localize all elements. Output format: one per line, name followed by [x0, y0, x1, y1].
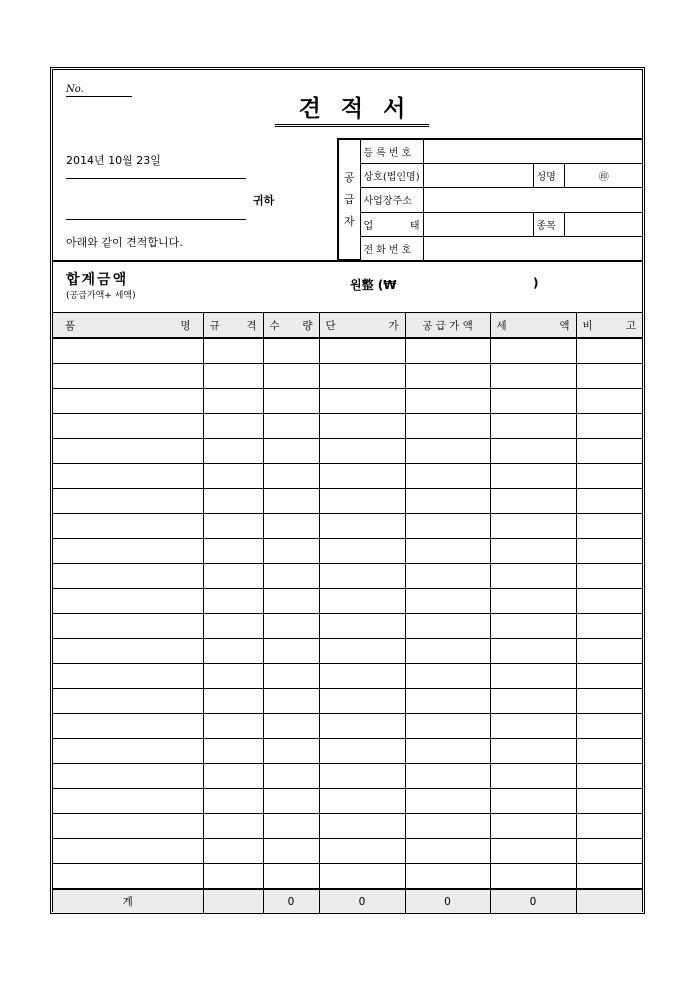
address-label: 사업장주소: [360, 188, 423, 212]
footer-quantity-total: 0: [263, 889, 319, 913]
cell-supply-amount[interactable]: [405, 489, 490, 514]
cell-unit-price[interactable]: [319, 539, 405, 564]
cell-tax[interactable]: [490, 639, 576, 664]
quotation-header: [53, 70, 642, 262]
recipient-line-2: [66, 219, 246, 220]
cell-item-name[interactable]: [53, 338, 203, 364]
address-field[interactable]: [423, 188, 643, 212]
footer-supply-amount-total: 0: [405, 889, 490, 913]
cell-supply-amount[interactable]: [405, 589, 490, 614]
cell-item-name[interactable]: [53, 714, 203, 739]
cell-supply-amount[interactable]: [405, 614, 490, 639]
cell-item-name[interactable]: [53, 414, 203, 439]
cell-quantity[interactable]: [263, 714, 319, 739]
table-row: [53, 764, 642, 789]
cell-quantity[interactable]: [263, 614, 319, 639]
cell-supply-amount[interactable]: [405, 364, 490, 389]
cell-supply-amount[interactable]: [405, 864, 490, 890]
document-number-label: No.: [66, 84, 132, 97]
cell-supply-amount[interactable]: [405, 439, 490, 464]
items-table: [53, 312, 642, 913]
cell-note[interactable]: [576, 439, 642, 464]
cell-spec[interactable]: [203, 864, 263, 890]
column-header-spec: 규 격: [203, 313, 263, 339]
cell-item-name[interactable]: [53, 564, 203, 589]
cell-tax[interactable]: [490, 839, 576, 864]
cell-spec[interactable]: [203, 539, 263, 564]
footer-spec-cell: [203, 889, 263, 913]
cell-unit-price[interactable]: [319, 664, 405, 689]
cell-unit-price[interactable]: [319, 464, 405, 489]
cell-item-name[interactable]: [53, 864, 203, 890]
registration-number-field[interactable]: [423, 139, 643, 164]
cell-tax[interactable]: [490, 739, 576, 764]
cell-tax[interactable]: [490, 439, 576, 464]
cell-quantity[interactable]: [263, 839, 319, 864]
cell-quantity[interactable]: [263, 789, 319, 814]
cell-supply-amount[interactable]: [405, 789, 490, 814]
cell-item-name[interactable]: [53, 489, 203, 514]
cell-spec[interactable]: [203, 614, 263, 639]
cell-spec[interactable]: [203, 789, 263, 814]
cell-tax[interactable]: [490, 464, 576, 489]
cell-item-name[interactable]: [53, 514, 203, 539]
cell-supply-amount[interactable]: [405, 814, 490, 839]
table-row: [53, 839, 642, 864]
column-header-supply-amount: 공 급 가 액: [405, 313, 490, 339]
cell-spec[interactable]: [203, 439, 263, 464]
cell-quantity[interactable]: [263, 464, 319, 489]
table-row: [53, 539, 642, 564]
cell-item-name[interactable]: [53, 814, 203, 839]
cell-quantity[interactable]: [263, 364, 319, 389]
table-row: [53, 614, 642, 639]
cell-spec[interactable]: [203, 364, 263, 389]
footer-tax-total: 0: [490, 889, 576, 913]
company-name-label: 상호(법인명): [360, 164, 423, 188]
cell-note[interactable]: [576, 714, 642, 739]
column-header-item-name: 품 명: [53, 313, 203, 339]
cell-unit-price[interactable]: [319, 389, 405, 414]
cell-item-name[interactable]: [53, 764, 203, 789]
seal-mark: ㊞: [564, 164, 643, 188]
cell-supply-amount[interactable]: [405, 639, 490, 664]
cell-note[interactable]: [576, 489, 642, 514]
footer-total-label: 계: [53, 889, 203, 913]
business-type-label: 업 태: [360, 212, 423, 236]
cell-quantity[interactable]: [263, 414, 319, 439]
cell-supply-amount[interactable]: [405, 664, 490, 689]
table-row: [53, 414, 642, 439]
cell-supply-amount[interactable]: [405, 839, 490, 864]
table-row: [53, 739, 642, 764]
cell-note[interactable]: [576, 764, 642, 789]
business-type-field[interactable]: [423, 212, 533, 236]
cell-tax[interactable]: [490, 564, 576, 589]
cell-note[interactable]: [576, 839, 642, 864]
cell-note[interactable]: [576, 389, 642, 414]
cell-supply-amount[interactable]: [405, 414, 490, 439]
cell-spec[interactable]: [203, 489, 263, 514]
table-row: [53, 338, 642, 364]
cell-item-name[interactable]: [53, 539, 203, 564]
quotation-sheet: [50, 67, 645, 914]
cell-note[interactable]: [576, 364, 642, 389]
cell-quantity[interactable]: [263, 589, 319, 614]
cell-tax[interactable]: [490, 714, 576, 739]
table-row: [53, 514, 642, 539]
cell-item-name[interactable]: [53, 589, 203, 614]
cell-tax[interactable]: [490, 489, 576, 514]
cell-quantity[interactable]: [263, 338, 319, 364]
recipient-suffix: 귀하: [253, 194, 275, 207]
recipient-line-1: [66, 178, 246, 179]
cell-unit-price[interactable]: [319, 614, 405, 639]
cell-note[interactable]: [576, 689, 642, 714]
phone-label: 전화번호: [360, 236, 423, 259]
cell-spec[interactable]: [203, 338, 263, 364]
cell-quantity[interactable]: [263, 864, 319, 890]
cell-spec[interactable]: [203, 714, 263, 739]
table-row: [53, 789, 642, 814]
cell-tax[interactable]: [490, 414, 576, 439]
cell-supply-amount[interactable]: [405, 464, 490, 489]
cell-unit-price[interactable]: [319, 414, 405, 439]
cell-spec[interactable]: [203, 839, 263, 864]
cell-supply-amount[interactable]: [405, 689, 490, 714]
cell-tax[interactable]: [490, 389, 576, 414]
table-row: [53, 589, 642, 614]
cell-quantity[interactable]: [263, 564, 319, 589]
cell-unit-price[interactable]: [319, 864, 405, 890]
column-header-unit-price: 단 가: [319, 313, 405, 339]
cell-item-name[interactable]: [53, 789, 203, 814]
cell-item-name[interactable]: [53, 739, 203, 764]
footer-note-cell: [576, 889, 642, 913]
table-row: [53, 439, 642, 464]
registration-number-label: 등록번호: [360, 139, 423, 164]
cell-supply-amount[interactable]: [405, 514, 490, 539]
cell-note[interactable]: [576, 539, 642, 564]
cell-quantity[interactable]: [263, 764, 319, 789]
cell-tax[interactable]: [490, 364, 576, 389]
cell-unit-price[interactable]: [319, 338, 405, 364]
cell-supply-amount[interactable]: [405, 714, 490, 739]
table-row: [53, 489, 642, 514]
table-row: [53, 714, 642, 739]
cell-note[interactable]: [576, 338, 642, 364]
cell-unit-price[interactable]: [319, 789, 405, 814]
table-row: [53, 689, 642, 714]
total-amount-section: [53, 260, 642, 314]
cell-spec[interactable]: [203, 589, 263, 614]
cell-quantity[interactable]: [263, 539, 319, 564]
cell-unit-price[interactable]: [319, 689, 405, 714]
total-amount-won-close: ): [533, 276, 539, 290]
cell-quantity[interactable]: [263, 389, 319, 414]
quotation-date: 2014년 10월 23일: [66, 154, 161, 167]
cell-note[interactable]: [576, 514, 642, 539]
company-name-field[interactable]: [423, 164, 533, 188]
cell-note[interactable]: [576, 664, 642, 689]
cell-spec[interactable]: [203, 664, 263, 689]
cell-quantity[interactable]: [263, 489, 319, 514]
representative-label: 성명: [533, 164, 564, 188]
cell-item-name[interactable]: [53, 614, 203, 639]
cell-note[interactable]: [576, 789, 642, 814]
cell-tax[interactable]: [490, 614, 576, 639]
supplier-vertical-label: 공 급 자: [338, 139, 360, 260]
cell-tax[interactable]: [490, 814, 576, 839]
cell-tax[interactable]: [490, 338, 576, 364]
table-row: [53, 639, 642, 664]
cell-unit-price[interactable]: [319, 364, 405, 389]
cell-note[interactable]: [576, 564, 642, 589]
table-footer-row: [53, 889, 642, 913]
table-row: [53, 664, 642, 689]
cell-note[interactable]: [576, 864, 642, 890]
cell-supply-amount[interactable]: [405, 539, 490, 564]
cell-unit-price[interactable]: [319, 589, 405, 614]
cell-item-name[interactable]: [53, 639, 203, 664]
cell-note[interactable]: [576, 814, 642, 839]
items-table-wrapper: [53, 312, 642, 913]
cell-item-name[interactable]: [53, 689, 203, 714]
cell-item-name[interactable]: [53, 364, 203, 389]
business-item-label: 종목: [533, 212, 564, 236]
cell-unit-price[interactable]: [319, 564, 405, 589]
total-amount-sublabel: (공급가액+ 세액): [66, 291, 136, 301]
cell-unit-price[interactable]: [319, 739, 405, 764]
cell-note[interactable]: [576, 589, 642, 614]
cell-spec[interactable]: [203, 739, 263, 764]
column-header-tax: 세 액: [490, 313, 576, 339]
cell-unit-price[interactable]: [319, 839, 405, 864]
cell-unit-price[interactable]: [319, 814, 405, 839]
table-row: [53, 864, 642, 890]
page-title: 견적서: [275, 94, 429, 127]
cell-spec[interactable]: [203, 564, 263, 589]
table-row: [53, 564, 642, 589]
cell-item-name[interactable]: [53, 389, 203, 414]
cell-tax[interactable]: [490, 589, 576, 614]
cell-unit-price[interactable]: [319, 714, 405, 739]
cell-tax[interactable]: [490, 764, 576, 789]
cell-supply-amount[interactable]: [405, 389, 490, 414]
cell-supply-amount[interactable]: [405, 338, 490, 364]
cell-unit-price[interactable]: [319, 764, 405, 789]
table-row: [53, 814, 642, 839]
cell-tax[interactable]: [490, 864, 576, 890]
quotation-notice: 아래와 같이 견적합니다.: [66, 236, 183, 249]
cell-note[interactable]: [576, 414, 642, 439]
table-row: [53, 389, 642, 414]
cell-tax[interactable]: [490, 664, 576, 689]
cell-supply-amount[interactable]: [405, 564, 490, 589]
total-amount-won-label: 원整 (₩: [350, 278, 397, 292]
cell-note[interactable]: [576, 739, 642, 764]
cell-supply-amount[interactable]: [405, 764, 490, 789]
cell-item-name[interactable]: [53, 439, 203, 464]
cell-quantity[interactable]: [263, 664, 319, 689]
cell-spec[interactable]: [203, 689, 263, 714]
table-header-row: [53, 313, 642, 339]
cell-spec[interactable]: [203, 814, 263, 839]
cell-unit-price[interactable]: [319, 639, 405, 664]
cell-note[interactable]: [576, 464, 642, 489]
cell-unit-price[interactable]: [319, 514, 405, 539]
cell-quantity[interactable]: [263, 689, 319, 714]
footer-unit-price-total: 0: [319, 889, 405, 913]
column-header-note: 비 고: [576, 313, 642, 339]
cell-spec[interactable]: [203, 464, 263, 489]
phone-field[interactable]: [423, 236, 643, 259]
cell-tax[interactable]: [490, 514, 576, 539]
cell-quantity[interactable]: [263, 739, 319, 764]
cell-spec[interactable]: [203, 639, 263, 664]
column-header-quantity: 수 량: [263, 313, 319, 339]
cell-spec[interactable]: [203, 764, 263, 789]
cell-tax[interactable]: [490, 789, 576, 814]
table-row: [53, 464, 642, 489]
cell-spec[interactable]: [203, 389, 263, 414]
cell-item-name[interactable]: [53, 664, 203, 689]
table-body: [53, 338, 642, 889]
cell-tax[interactable]: [490, 539, 576, 564]
cell-quantity[interactable]: [263, 439, 319, 464]
cell-unit-price[interactable]: [319, 489, 405, 514]
cell-quantity[interactable]: [263, 639, 319, 664]
cell-spec[interactable]: [203, 414, 263, 439]
cell-quantity[interactable]: [263, 814, 319, 839]
supplier-info-table: [337, 138, 642, 260]
total-amount-label: 합계금액: [66, 272, 129, 288]
cell-unit-price[interactable]: [319, 439, 405, 464]
cell-note[interactable]: [576, 614, 642, 639]
cell-item-name[interactable]: [53, 464, 203, 489]
cell-item-name[interactable]: [53, 839, 203, 864]
business-item-field[interactable]: [564, 212, 643, 236]
cell-quantity[interactable]: [263, 514, 319, 539]
cell-note[interactable]: [576, 639, 642, 664]
cell-supply-amount[interactable]: [405, 739, 490, 764]
cell-spec[interactable]: [203, 514, 263, 539]
cell-tax[interactable]: [490, 689, 576, 714]
table-row: [53, 364, 642, 389]
